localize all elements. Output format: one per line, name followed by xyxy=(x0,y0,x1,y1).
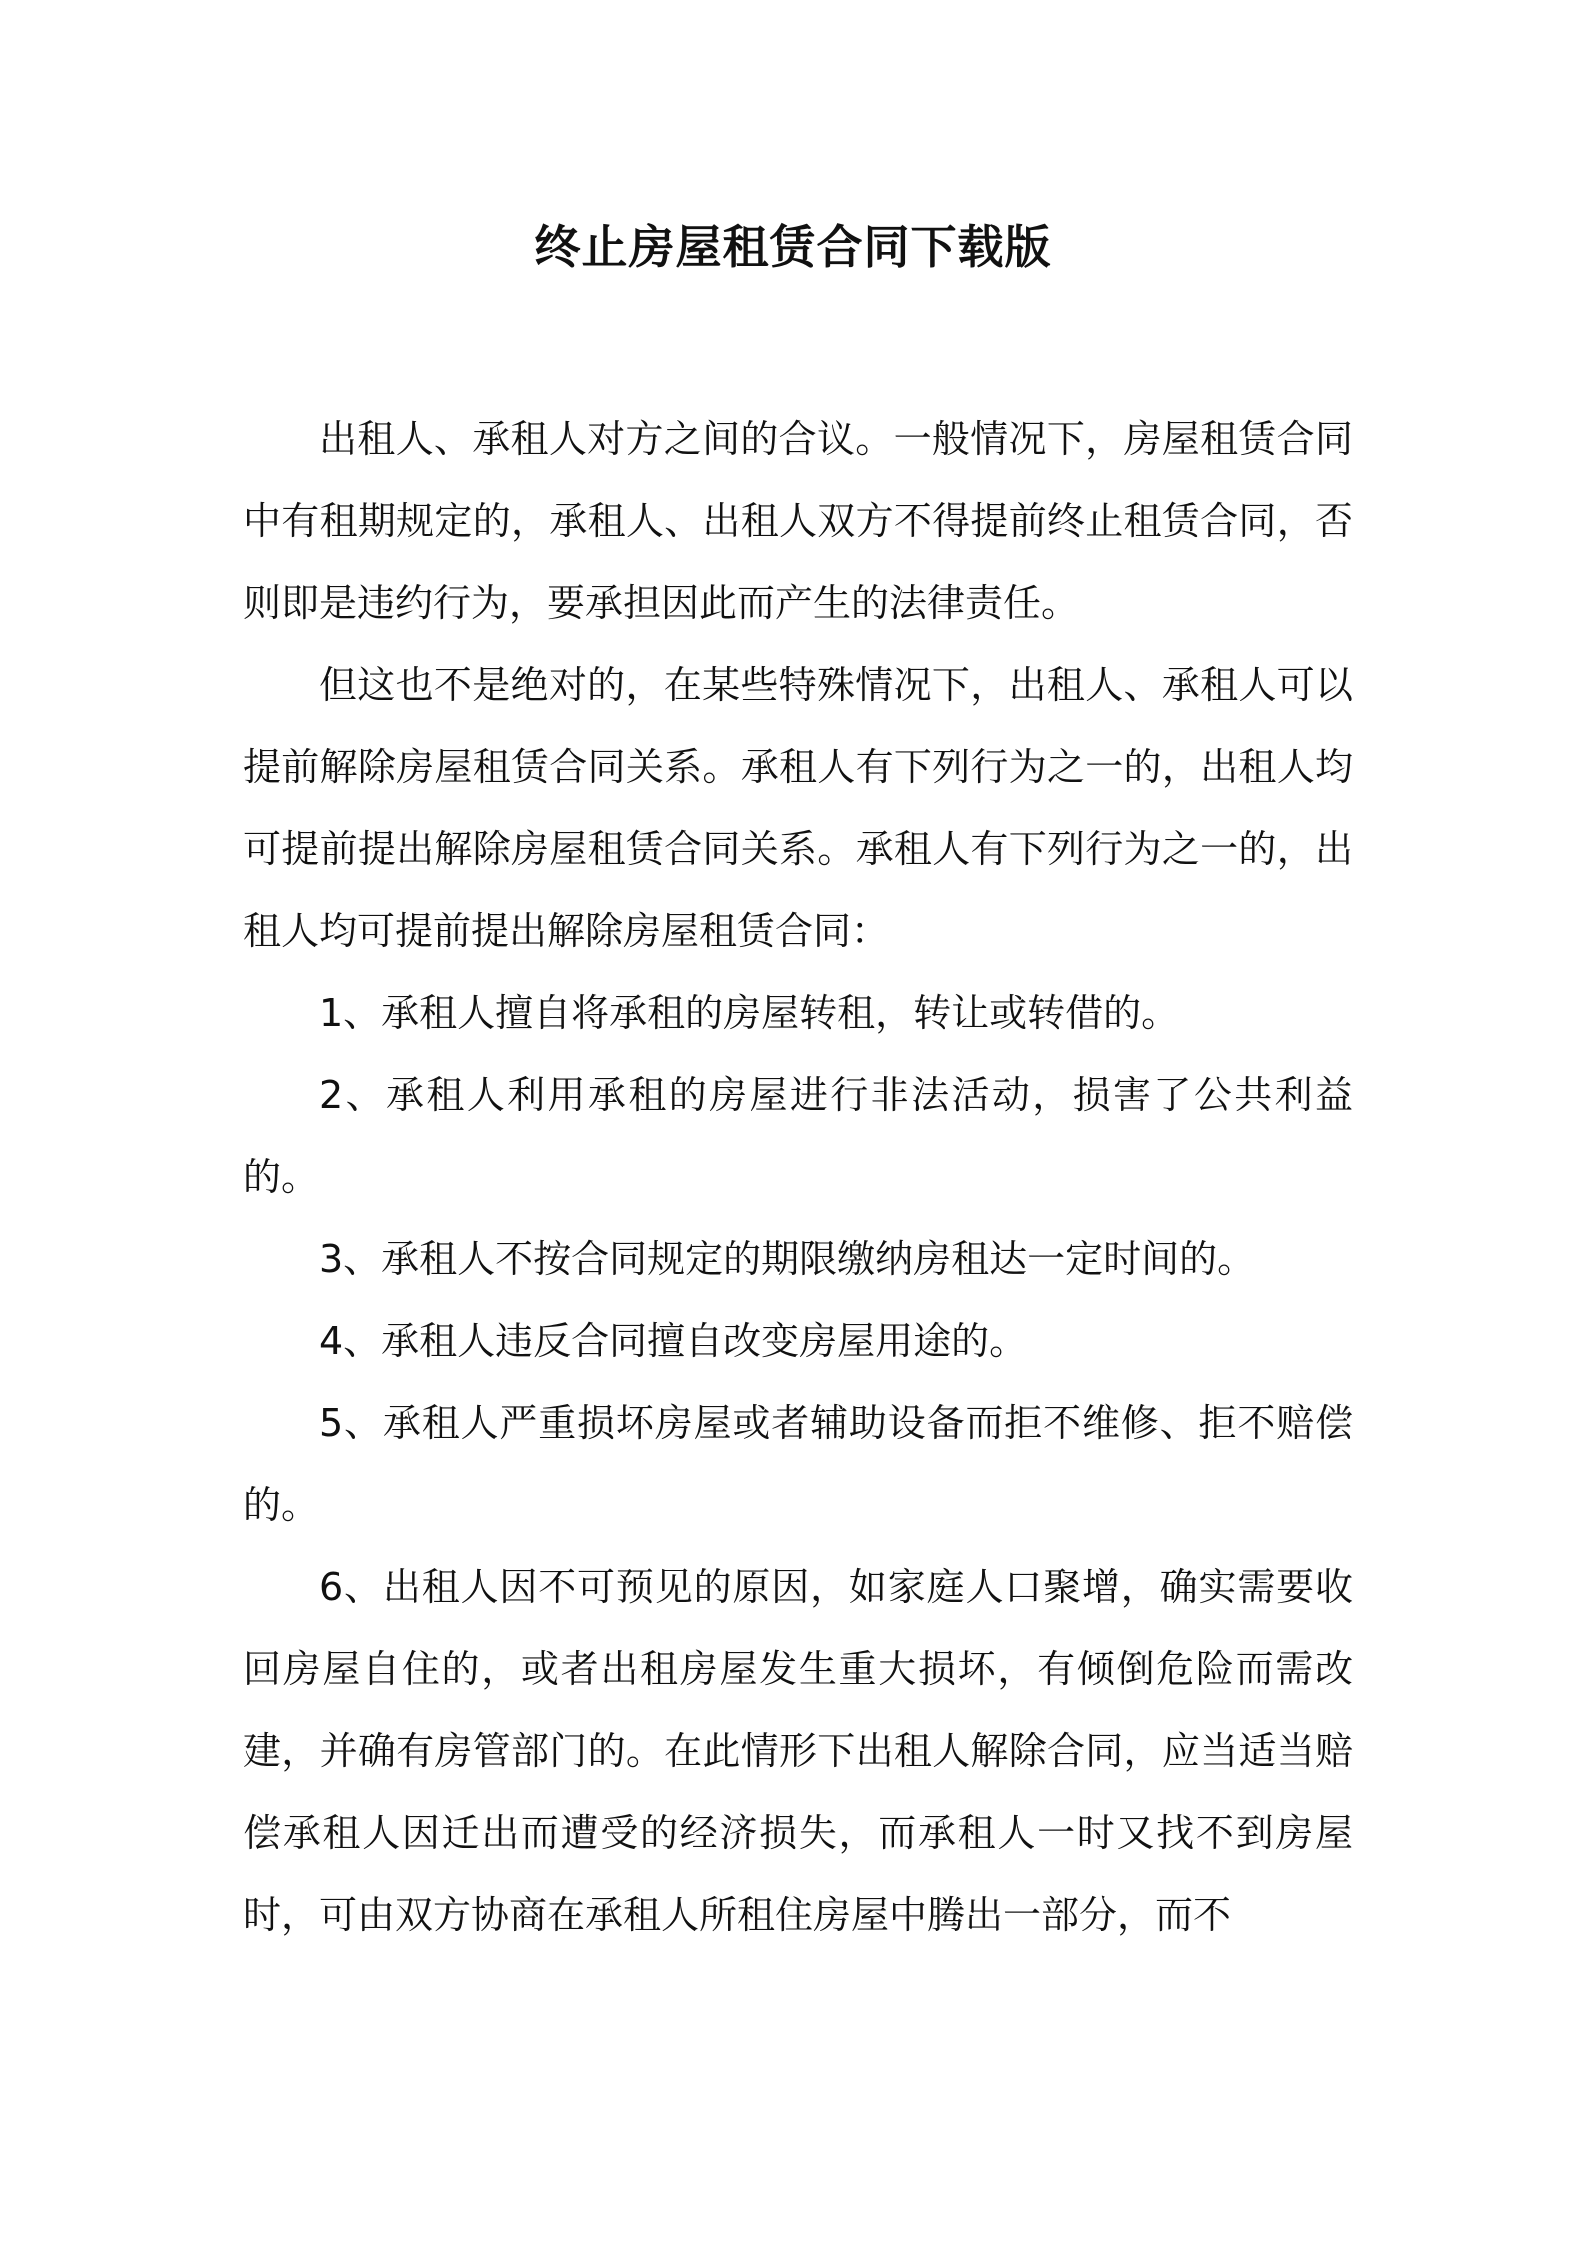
paragraph-intro: 出租人、承租人对方之间的合议。一般情况下，房屋租赁合同中有租期规定的，承租人、出租人双方不得提前终止租赁合同，否则即是违约行为，要承担因此而产生的法律责任。 xyxy=(243,417,1353,625)
list-item-1: 1、承租人擅自将承租的房屋转租，转让或转借的。 xyxy=(319,991,1180,1035)
document-title: 终止房屋租赁合同下载版 xyxy=(534,220,1052,274)
list-item-4: 4、承租人违反合同擅自改变房屋用途的。 xyxy=(319,1319,1028,1363)
paragraph-exceptions: 但这也不是绝对的，在某些特殊情况下，出租人、承租人可以提前解除房屋租赁合同关系。承租人有下列行为之一的，出租人均可提前提出解除房屋租赁合同关系。承租人有下列行为之一的，出租人均可提前提出解除房屋租赁合同： xyxy=(243,663,1353,953)
document-body xyxy=(243,398,1353,1956)
list-item-2: 2、承租人利用承租的房屋进行非法活动，损害了公共利益的。 xyxy=(243,1073,1353,1199)
list-item-3: 3、承租人不按合同规定的期限缴纳房租达一定时间的。 xyxy=(319,1237,1256,1281)
list-item-6: 6、出租人因不可预见的原因，如家庭人口聚增，确实需要收回房屋自住的，或者出租房屋发生重大损坏，有倾倒危险而需改建，并确有房管部门的。在此情形下出租人解除合同，应当适当赔偿承租人因迁出而遭受的经济损失，而承租人一时又找不到房屋时，可由双方协商在承租人所租住房屋中腾出一部分，而不 xyxy=(243,1565,1353,1937)
list-item-5: 5、承租人严重损坏房屋或者辅助设备而拒不维修、拒不赔偿的。 xyxy=(243,1401,1353,1527)
